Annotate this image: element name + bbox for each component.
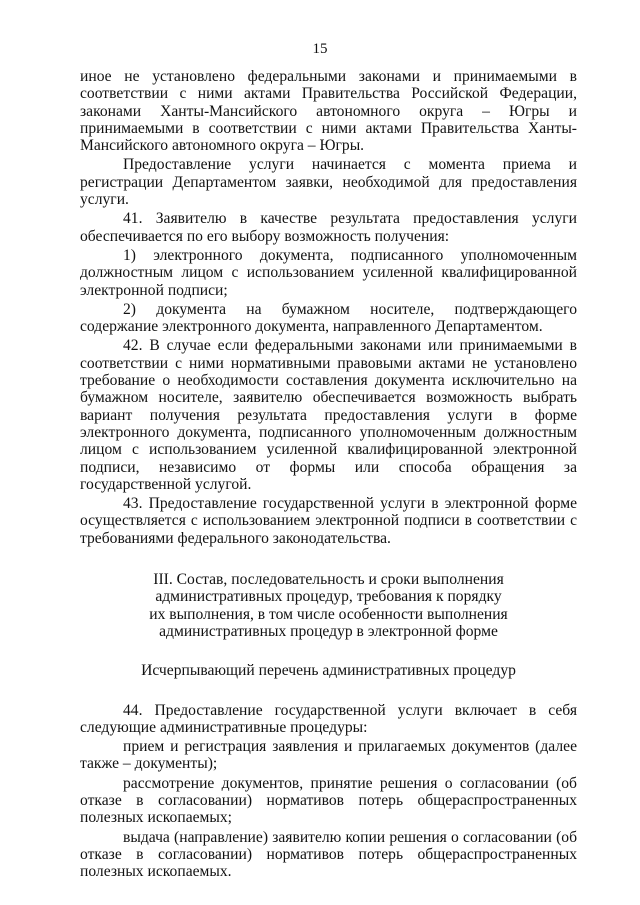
list-item: прием и регистрация заявления и прилагаемых документов (далее также – документы); — [80, 738, 577, 773]
section-heading-line: административных процедур, требования к порядку — [155, 588, 502, 606]
list-item: выдача (направление) заявителю копии решения о согласовании (об отказе в согласовании) нормативов потерь общераспространенных полезных ископаемых. — [80, 828, 577, 881]
section-heading-line: административных процедур в электронной форме — [159, 622, 498, 640]
paragraph-43: 43. Предоставление государственной услуги в электронной форме осуществляется с использованием электронной подписи в соответствии с требованиями федерального законодательства. — [80, 495, 577, 547]
paragraph: иное не установлено федеральными законами и принимаемыми в соответствии с ними актами Правительства Российской Федерации, законами Ханты-Мансийского автономного округа – Югры и принимаемыми в соответствии с ними актами Правительства Ханты-Мансийского автономного округа – Югры. — [80, 68, 577, 155]
list-item: 1) электронного документа, подписанного уполномоченным должностным лицом с использованием усиленной квалифицированной электронной подписи; — [80, 246, 577, 299]
list-item: 2) документа на бумажном носителе, подтверждающего содержание электронного документа, направленного Департаментом. — [80, 300, 577, 336]
list-item: рассмотрение документов, принятие решения о согласовании (об отказе в согласовании) нормативов потерь общераспространенных полезных ископаемых; — [80, 774, 577, 827]
paragraph: Предоставление услуги начинается с момента приема и регистрации Департаментом заявки, необходимой для предоставления услуги. — [80, 156, 577, 209]
paragraph-41: 41. Заявителю в качестве результата предоставления услуги обеспечивается по его выбору возможность получения: — [80, 210, 577, 245]
section-heading-line: их выполнения, в том числе особенности выполнения — [149, 605, 508, 623]
subheading: Исчерпывающий перечень административных процедур — [141, 662, 516, 680]
section-heading-line: III. Состав, последовательность и сроки выполнения — [153, 571, 504, 589]
paragraph-44: 44. Предоставление государственной услуги включает в себя следующие административные процедуры: — [80, 701, 577, 736]
paragraph-42: 42. В случае если федеральными законами или принимаемыми в соответствии с ними нормативными правовыми актами не установлено требование о необходимости составления документа исключительно на бумажном носителе, заявителю обеспечивается возможность выбрать вариант получения результата предоставления услуги в форме электронного документа, подписанного уполномоченным должностным лицом с использованием усиленной квалифицированной электронной подписи, независимо от формы или способа обращения за государственной услугой. — [80, 337, 577, 493]
document-body — [80, 68, 577, 882]
page-number: 15 — [312, 41, 328, 57]
section-heading — [80, 571, 577, 640]
